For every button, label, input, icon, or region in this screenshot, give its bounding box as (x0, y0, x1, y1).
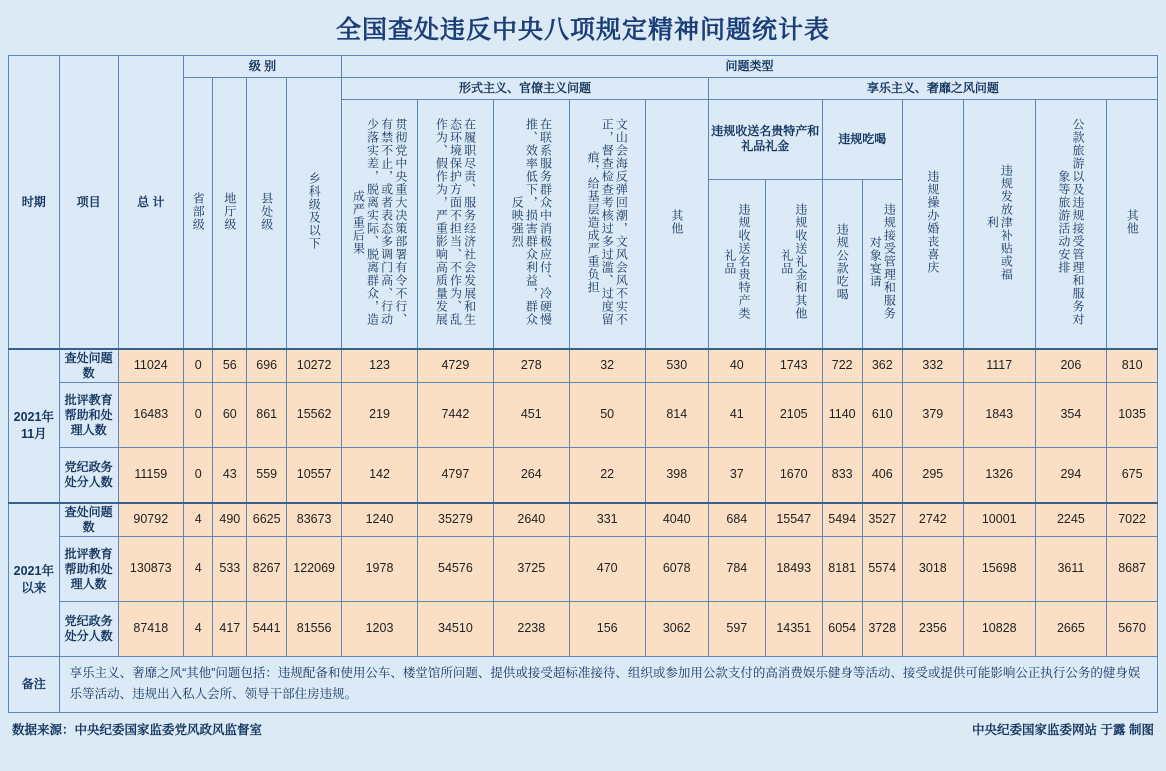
cell-formalism-3: 331 (569, 503, 645, 537)
cell-formalism-2: 264 (493, 448, 569, 504)
header-hedonism-col-weddings: 违规操办婚丧喜庆 (902, 100, 963, 350)
page-title: 全国查处违反中央八项规定精神问题统计表 (335, 15, 830, 44)
cell-level-2: 8267 (247, 537, 287, 602)
cell-formalism-4: 530 (645, 349, 708, 383)
header-period: 时期 (9, 56, 60, 350)
header-level-county: 县处级 (247, 78, 287, 350)
cell-hedonism-1: 1743 (765, 349, 822, 383)
cell-hedonism-3: 3527 (862, 503, 902, 537)
cell-level-1: 56 (213, 349, 247, 383)
cell-hedonism-3: 610 (862, 383, 902, 448)
cell-hedonism-1: 1670 (765, 448, 822, 504)
cell-formalism-2: 2238 (493, 602, 569, 657)
header-level-prefecture: 地厅级 (213, 78, 247, 350)
cell-hedonism-1: 14351 (765, 602, 822, 657)
cell-hedonism-6: 2245 (1035, 503, 1107, 537)
table-row (9, 448, 1158, 504)
header-hedonism-col-cash-gifts: 违规收送礼金和其他礼品 (765, 179, 822, 349)
cell-formalism-2: 2640 (493, 503, 569, 537)
cell-hedonism-2: 833 (822, 448, 862, 504)
cell-level-1: 533 (213, 537, 247, 602)
header-hedonism-col-other: 其他 (1107, 100, 1158, 350)
cell-formalism-0: 1240 (342, 503, 418, 537)
cell-formalism-4: 814 (645, 383, 708, 448)
header-formalism-col-1: 贯彻党中央重大决策部署有令不行、有禁不止，或者表态多调门高、行动少落实差，脱离实际、脱离群众，造成严重后果 (342, 100, 418, 350)
cell-formalism-0: 1978 (342, 537, 418, 602)
cell-hedonism-4: 3018 (902, 537, 963, 602)
footer (8, 713, 1158, 738)
row-item-label: 批评教育帮助和处理人数 (59, 537, 118, 602)
cell-hedonism-3: 3728 (862, 602, 902, 657)
header-hedonism-col-specialty-gifts: 违规收送名贵特产类礼品 (708, 179, 765, 349)
cell-formalism-3: 22 (569, 448, 645, 504)
cell-hedonism-2: 1140 (822, 383, 862, 448)
table-row (9, 383, 1158, 448)
table-row (9, 602, 1158, 657)
cell-hedonism-0: 37 (708, 448, 765, 504)
cell-formalism-2: 451 (493, 383, 569, 448)
cell-hedonism-4: 2742 (902, 503, 963, 537)
cell-level-1: 43 (213, 448, 247, 504)
header-row-groups (9, 56, 1158, 78)
cell-total: 90792 (118, 503, 183, 537)
cell-level-2: 696 (247, 349, 287, 383)
header-hedonism-col-allowances: 违规发放津补贴或福利 (963, 100, 1035, 350)
cell-hedonism-0: 597 (708, 602, 765, 657)
cell-formalism-1: 34510 (417, 602, 493, 657)
cell-hedonism-0: 684 (708, 503, 765, 537)
row-item-label: 批评教育帮助和处理人数 (59, 383, 118, 448)
cell-hedonism-6: 3611 (1035, 537, 1107, 602)
cell-level-0: 0 (183, 448, 213, 504)
cell-level-2: 6625 (247, 503, 287, 537)
cell-hedonism-6: 354 (1035, 383, 1107, 448)
cell-level-0: 0 (183, 349, 213, 383)
cell-formalism-0: 219 (342, 383, 418, 448)
cell-level-3: 83673 (287, 503, 342, 537)
cell-level-3: 122069 (287, 537, 342, 602)
cell-hedonism-4: 332 (902, 349, 963, 383)
cell-formalism-3: 50 (569, 383, 645, 448)
cell-total: 11159 (118, 448, 183, 504)
table-row (9, 537, 1158, 602)
cell-hedonism-6: 206 (1035, 349, 1107, 383)
cell-total: 16483 (118, 383, 183, 448)
cell-hedonism-5: 15698 (963, 537, 1035, 602)
header-formalism-group: 形式主义、官僚主义问题 (342, 78, 709, 100)
cell-level-0: 4 (183, 537, 213, 602)
cell-total: 130873 (118, 537, 183, 602)
cell-formalism-2: 3725 (493, 537, 569, 602)
cell-formalism-0: 123 (342, 349, 418, 383)
row-item-label: 查处问题数 (59, 503, 118, 537)
cell-formalism-0: 1203 (342, 602, 418, 657)
cell-formalism-3: 32 (569, 349, 645, 383)
header-item: 项目 (59, 56, 118, 350)
header-level-township: 乡科级及以下 (287, 78, 342, 350)
header-hedonism-col-travel: 公款旅游以及违规接受管理和服务对象等旅游活动安排 (1035, 100, 1107, 350)
cell-hedonism-4: 379 (902, 383, 963, 448)
cell-hedonism-7: 675 (1107, 448, 1158, 504)
cell-hedonism-7: 1035 (1107, 383, 1158, 448)
note-row (9, 657, 1158, 713)
cell-hedonism-4: 2356 (902, 602, 963, 657)
header-problem-type-group: 问题类型 (342, 56, 1158, 78)
cell-hedonism-3: 5574 (862, 537, 902, 602)
header-level-group: 级 别 (183, 56, 341, 78)
cell-formalism-1: 4797 (417, 448, 493, 504)
table-row (9, 503, 1158, 537)
row-item-label: 党纪政务处分人数 (59, 602, 118, 657)
cell-hedonism-7: 810 (1107, 349, 1158, 383)
cell-formalism-1: 35279 (417, 503, 493, 537)
header-hedonism-subgroup-gifts: 违规收送名贵特产和礼品礼金 (708, 100, 822, 180)
cell-hedonism-7: 8687 (1107, 537, 1158, 602)
data-source: 数据来源：中央纪委国家监委党风政风监督室 (12, 722, 263, 737)
cell-level-0: 4 (183, 602, 213, 657)
cell-hedonism-1: 2105 (765, 383, 822, 448)
cell-hedonism-1: 18493 (765, 537, 822, 602)
header-formalism-col-4: 文山会海反弹回潮，文风会风不实不正，督查检查考核过多过滥、过度留痕，给基层造成严重负担 (569, 100, 645, 350)
cell-hedonism-3: 362 (862, 349, 902, 383)
cell-hedonism-2: 8181 (822, 537, 862, 602)
cell-level-2: 5441 (247, 602, 287, 657)
cell-hedonism-2: 6054 (822, 602, 862, 657)
cell-hedonism-0: 41 (708, 383, 765, 448)
cell-formalism-4: 6078 (645, 537, 708, 602)
header-level-province: 省部级 (183, 78, 213, 350)
credit: 中央纪委国家监委网站 于露 制图 (972, 722, 1154, 737)
cell-formalism-4: 3062 (645, 602, 708, 657)
header-total: 总 计 (118, 56, 183, 350)
cell-hedonism-5: 1843 (963, 383, 1035, 448)
note-text: 享乐主义、奢靡之风“其他”问题包括：违规配备和使用公车、楼堂馆所问题、提供或接受超标准接待、组织或参加用公款支付的高消费娱乐健身等活动、接受或提供可能影响公正执行公务的健身娱乐等活动、违规出入私人会所、领导干部住房违规。 (59, 657, 1157, 713)
cell-total: 11024 (118, 349, 183, 383)
cell-level-1: 490 (213, 503, 247, 537)
note-label: 备注 (9, 657, 60, 713)
cell-formalism-2: 278 (493, 349, 569, 383)
cell-hedonism-7: 7022 (1107, 503, 1158, 537)
cell-formalism-1: 54576 (417, 537, 493, 602)
cell-level-3: 15562 (287, 383, 342, 448)
cell-total: 87418 (118, 602, 183, 657)
cell-hedonism-2: 722 (822, 349, 862, 383)
header-formalism-col-2: 在履职尽责、服务经济社会发展和生态环境保护方面不担当、不作为、乱作为、假作为，严重影响高质量发展 (417, 100, 493, 350)
header-hedonism-col-banquets: 违规接受管理和服务对象宴请 (862, 179, 902, 349)
statistics-table (8, 55, 1158, 713)
cell-hedonism-5: 1326 (963, 448, 1035, 504)
header-formalism-col-other: 其他 (645, 100, 708, 350)
cell-level-1: 417 (213, 602, 247, 657)
period-cell: 2021年以来 (9, 503, 60, 657)
table-row (9, 349, 1158, 383)
cell-formalism-1: 4729 (417, 349, 493, 383)
cell-hedonism-6: 294 (1035, 448, 1107, 504)
cell-hedonism-0: 784 (708, 537, 765, 602)
header-hedonism-col-public-funded-dining: 违规公款吃喝 (822, 179, 862, 349)
cell-hedonism-4: 295 (902, 448, 963, 504)
cell-hedonism-5: 10001 (963, 503, 1035, 537)
cell-level-0: 0 (183, 383, 213, 448)
cell-level-2: 861 (247, 383, 287, 448)
cell-hedonism-2: 5494 (822, 503, 862, 537)
cell-level-2: 559 (247, 448, 287, 504)
cell-level-0: 4 (183, 503, 213, 537)
cell-hedonism-7: 5670 (1107, 602, 1158, 657)
row-item-label: 查处问题数 (59, 349, 118, 383)
row-item-label: 党纪政务处分人数 (59, 448, 118, 504)
cell-formalism-3: 470 (569, 537, 645, 602)
cell-hedonism-5: 10828 (963, 602, 1035, 657)
header-formalism-col-3: 在联系服务群众中消极应付、冷硬慢推、效率低下，损害群众利益，群众反映强烈 (493, 100, 569, 350)
cell-formalism-4: 398 (645, 448, 708, 504)
cell-level-3: 10272 (287, 349, 342, 383)
cell-formalism-4: 4040 (645, 503, 708, 537)
cell-formalism-1: 7442 (417, 383, 493, 448)
cell-level-1: 60 (213, 383, 247, 448)
cell-hedonism-0: 40 (708, 349, 765, 383)
header-hedonism-subgroup-dining: 违规吃喝 (822, 100, 902, 180)
period-cell: 2021年11月 (9, 349, 60, 503)
cell-hedonism-1: 15547 (765, 503, 822, 537)
cell-level-3: 10557 (287, 448, 342, 504)
cell-hedonism-3: 406 (862, 448, 902, 504)
cell-hedonism-5: 1117 (963, 349, 1035, 383)
cell-formalism-3: 156 (569, 602, 645, 657)
cell-formalism-0: 142 (342, 448, 418, 504)
header-hedonism-group: 享乐主义、奢靡之风问题 (708, 78, 1157, 100)
cell-level-3: 81556 (287, 602, 342, 657)
cell-hedonism-6: 2665 (1035, 602, 1107, 657)
